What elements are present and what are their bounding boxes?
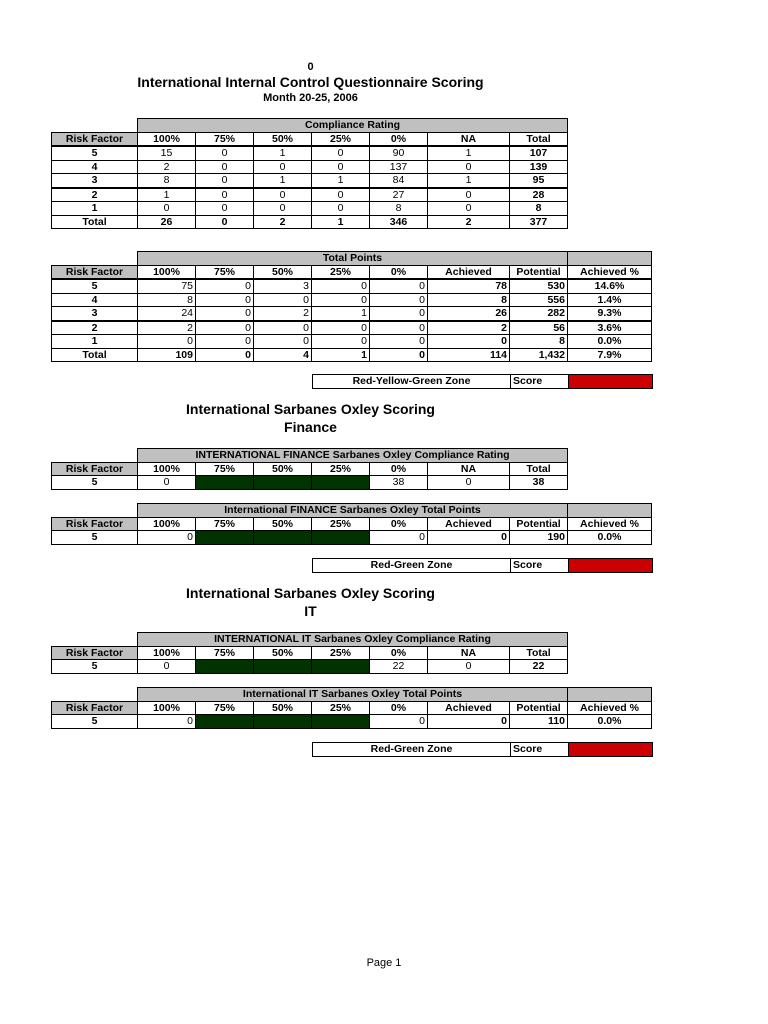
compliance-group-header: Compliance Rating [138, 119, 568, 133]
table-cell: 0 [370, 321, 428, 335]
points-group-header: Total Points [138, 252, 568, 266]
column-header: 75% [196, 517, 254, 531]
column-header: 100% [138, 462, 196, 476]
table-row [52, 321, 652, 335]
table-cell: 0 [196, 279, 254, 293]
top-value: 0 [307, 61, 314, 73]
table-cell: 0 [196, 215, 254, 229]
shaded-cell: 0 [196, 476, 254, 490]
potential-cell: 530 [510, 279, 568, 293]
table-cell: 2 [254, 307, 312, 321]
table-cell: 8 [138, 174, 196, 188]
table-row [52, 188, 568, 202]
table-cell: 1 [312, 215, 370, 229]
table-cell: 0 [138, 660, 196, 674]
table-cell: 0 [254, 160, 312, 174]
table-cell: 8 [138, 293, 196, 307]
score-value: 0.0% [569, 559, 653, 573]
achieved-cell: 8 [428, 293, 510, 307]
table-cell: 0 [196, 160, 254, 174]
table-cell: 0 [138, 202, 196, 216]
sox-it-title: International Sarbanes Oxley Scoring [186, 585, 435, 601]
sox-finance-title: International Sarbanes Oxley Scoring [186, 401, 435, 417]
column-header: Potential [510, 517, 568, 531]
header-filler [568, 504, 652, 518]
achieved-cell: 2 [428, 321, 510, 335]
it-rating-header: INTERNATIONAL IT Sarbanes Oxley Compliance Rating [138, 633, 568, 647]
table-cell: 0 [370, 348, 428, 362]
risk-factor-cell: Total [52, 348, 138, 362]
it-zone-score-row [312, 742, 653, 757]
risk-factor-cell: 5 [52, 531, 138, 545]
finance-rating-header: INTERNATIONAL FINANCE Sarbanes Oxley Compliance Rating [138, 449, 568, 463]
table-cell: 4 [254, 348, 312, 362]
risk-factor-cell: 2 [52, 188, 138, 202]
column-header: 25% [312, 132, 370, 146]
table-cell: 0 [370, 307, 428, 321]
table-cell: 0 [370, 293, 428, 307]
column-header: 50% [254, 646, 312, 660]
table-cell: 346 [370, 215, 428, 229]
column-header: Achieved % [568, 517, 652, 531]
column-header: 100% [138, 701, 196, 715]
column-header: 75% [196, 265, 254, 279]
shaded-cell [312, 715, 370, 729]
table-cell: 0 [428, 660, 510, 674]
risk-factor-cell: 4 [52, 160, 138, 174]
table-cell: 0 [312, 160, 370, 174]
achieved-cell: 114 [428, 348, 510, 362]
column-header: NA [428, 646, 510, 660]
score-label: Score [511, 559, 569, 573]
table-cell: 0 [312, 146, 370, 160]
table-cell: 2 [138, 160, 196, 174]
table-row [52, 715, 652, 729]
table-cell: 0 [196, 335, 254, 349]
shaded-cell: 0 [312, 476, 370, 490]
achieved-percent-cell: 14.6% [568, 279, 652, 293]
table-cell: 1 [254, 146, 312, 160]
row-total-cell: 95 [510, 174, 568, 188]
column-header: 100% [138, 646, 196, 660]
table-cell: 1 [312, 307, 370, 321]
table-cell: 0 [254, 293, 312, 307]
column-header: Potential [510, 265, 568, 279]
shaded-cell: 0 [312, 531, 370, 545]
table-cell: 75 [138, 279, 196, 293]
table-cell: 0 [428, 160, 510, 174]
zone-label: Red-Green Zone [313, 743, 511, 757]
row-total-cell: 107 [510, 146, 568, 160]
table-cell: 2 [254, 215, 312, 229]
risk-factor-cell: 5 [52, 146, 138, 160]
table-row [52, 279, 652, 293]
column-header: NA [428, 462, 510, 476]
row-total-cell: 22 [510, 660, 568, 674]
row-total-cell: 38 [510, 476, 568, 490]
column-header: Achieved % [568, 265, 652, 279]
page-title: International Internal Control Questionnaire Scoring [137, 74, 484, 90]
risk-factor-cell: 1 [52, 335, 138, 349]
score-value: 7.9% [569, 375, 653, 389]
table-cell: 27 [370, 188, 428, 202]
table-cell: 22 [370, 660, 428, 674]
shaded-cell: 0 [196, 531, 254, 545]
column-header: 25% [312, 701, 370, 715]
column-header: 0% [370, 265, 428, 279]
column-header: Achieved [428, 265, 510, 279]
column-header: Risk Factor [52, 132, 138, 146]
it-rating-table [51, 632, 568, 674]
column-header: 0% [370, 132, 428, 146]
total-points-table [51, 251, 652, 362]
table-cell: 0 [428, 202, 510, 216]
achieved-percent-cell: 0.0% [568, 335, 652, 349]
table-cell: 15 [138, 146, 196, 160]
table-cell: 0 [428, 188, 510, 202]
table-cell: 0 [196, 307, 254, 321]
zone-score-row [312, 374, 653, 389]
table-cell: 1 [312, 348, 370, 362]
compliance-rating-table [51, 118, 568, 229]
risk-factor-cell: 5 [52, 660, 138, 674]
table-total-row [52, 215, 568, 229]
table-cell: 0 [370, 715, 428, 729]
table-cell: 24 [138, 307, 196, 321]
shaded-cell [312, 660, 370, 674]
column-header: 50% [254, 265, 312, 279]
table-cell: 0 [196, 174, 254, 188]
column-header: Risk Factor [52, 701, 138, 715]
finance-zone-score-row [312, 558, 653, 573]
table-cell: 1 [428, 146, 510, 160]
potential-cell: 8 [510, 335, 568, 349]
table-cell: 0 [196, 348, 254, 362]
table-row [52, 335, 652, 349]
table-cell: 0 [312, 335, 370, 349]
column-header: Risk Factor [52, 265, 138, 279]
table-cell: 0 [370, 279, 428, 293]
shaded-cell: 0 [254, 531, 312, 545]
table-cell: 0 [312, 188, 370, 202]
table-cell: 3 [254, 279, 312, 293]
table-cell: 0 [138, 335, 196, 349]
table-cell: 0 [138, 476, 196, 490]
column-header: 25% [312, 517, 370, 531]
table-row [52, 476, 568, 490]
table-cell: 0 [196, 321, 254, 335]
row-total-cell: 8 [510, 202, 568, 216]
potential-cell: 556 [510, 293, 568, 307]
table-row [52, 160, 568, 174]
sox-it-subtitle: IT [304, 603, 317, 619]
column-header: 50% [254, 701, 312, 715]
column-header: Risk Factor [52, 462, 138, 476]
header-filler [568, 252, 652, 266]
column-header: Achieved [428, 517, 510, 531]
achieved-percent-cell: 0.0% [568, 531, 652, 545]
table-cell: 109 [138, 348, 196, 362]
table-cell: 84 [370, 174, 428, 188]
column-header: Potential [510, 701, 568, 715]
score-label: Score [511, 743, 569, 757]
table-cell: 0 [196, 293, 254, 307]
column-header: Risk Factor [52, 646, 138, 660]
table-cell: 0 [370, 335, 428, 349]
column-header: 25% [312, 462, 370, 476]
table-cell: 2 [138, 321, 196, 335]
potential-cell: 1,432 [510, 348, 568, 362]
risk-factor-cell: 1 [52, 202, 138, 216]
page-number: Page 1 [366, 957, 402, 969]
table-cell: 0 [196, 146, 254, 160]
table-cell: 0 [254, 321, 312, 335]
column-header: Total [510, 646, 568, 660]
table-row [52, 531, 652, 545]
achieved-cell: 0 [428, 715, 510, 729]
score-value: 0.0% [569, 743, 653, 757]
column-header: 100% [138, 517, 196, 531]
column-header: 0% [370, 646, 428, 660]
column-header: 100% [138, 132, 196, 146]
potential-cell: 110 [510, 715, 568, 729]
it-points-header: International IT Sarbanes Oxley Total Points [138, 688, 568, 702]
risk-factor-cell: 5 [52, 715, 138, 729]
row-total-cell: 28 [510, 188, 568, 202]
column-header: 25% [312, 646, 370, 660]
column-header: 0% [370, 517, 428, 531]
shaded-cell [254, 660, 312, 674]
table-cell: 0 [370, 531, 428, 545]
page-subtitle: Month 20-25, 2006 [263, 92, 358, 104]
achieved-cell: 78 [428, 279, 510, 293]
column-header: 0% [370, 701, 428, 715]
table-cell: 0 [138, 715, 196, 729]
table-row [52, 146, 568, 160]
risk-factor-cell: 5 [52, 279, 138, 293]
achieved-percent-cell: 3.6% [568, 321, 652, 335]
shaded-cell [196, 715, 254, 729]
table-cell: 0 [254, 202, 312, 216]
column-header: 75% [196, 462, 254, 476]
table-cell: 0 [312, 279, 370, 293]
column-header: 25% [312, 265, 370, 279]
column-header: 75% [196, 132, 254, 146]
risk-factor-cell: 2 [52, 321, 138, 335]
row-total-cell: 139 [510, 160, 568, 174]
sox-finance-subtitle: Finance [284, 419, 337, 435]
header-filler [568, 688, 652, 702]
risk-factor-cell: 5 [52, 476, 138, 490]
table-cell: 1 [254, 174, 312, 188]
table-cell: 0 [428, 476, 510, 490]
shaded-cell [196, 660, 254, 674]
row-total-cell: 377 [510, 215, 568, 229]
table-row [52, 293, 652, 307]
column-header: Achieved [428, 701, 510, 715]
shaded-cell: 0 [254, 476, 312, 490]
table-cell: 0 [196, 188, 254, 202]
achieved-cell: 0 [428, 531, 510, 545]
table-cell: 1 [428, 174, 510, 188]
achieved-percent-cell: 9.3% [568, 307, 652, 321]
table-cell: 0 [254, 188, 312, 202]
table-cell: 0 [312, 321, 370, 335]
risk-factor-cell: 4 [52, 293, 138, 307]
column-header: 75% [196, 646, 254, 660]
it-points-table [51, 687, 652, 729]
table-row [52, 202, 568, 216]
potential-cell: 190 [510, 531, 568, 545]
table-row [52, 174, 568, 188]
table-cell: 0 [312, 293, 370, 307]
table-cell: 0 [312, 202, 370, 216]
finance-points-header: International FINANCE Sarbanes Oxley Total Points [138, 504, 568, 518]
shaded-cell [254, 715, 312, 729]
column-header: Risk Factor [52, 517, 138, 531]
column-header: NA [428, 132, 510, 146]
potential-cell: 56 [510, 321, 568, 335]
achieved-percent-cell: 7.9% [568, 348, 652, 362]
table-row [52, 660, 568, 674]
finance-points-table [51, 503, 652, 545]
achieved-cell: 0 [428, 335, 510, 349]
column-header: 50% [254, 517, 312, 531]
risk-factor-cell: 3 [52, 174, 138, 188]
risk-factor-cell: Total [52, 215, 138, 229]
table-cell: 26 [138, 215, 196, 229]
column-header: Total [510, 132, 568, 146]
table-cell: 1 [138, 188, 196, 202]
table-cell: 137 [370, 160, 428, 174]
risk-factor-cell: 3 [52, 307, 138, 321]
achieved-cell: 26 [428, 307, 510, 321]
table-cell: 0 [138, 531, 196, 545]
column-header: 75% [196, 701, 254, 715]
column-header: Achieved % [568, 701, 652, 715]
zone-label: Red-Green Zone [313, 559, 511, 573]
achieved-percent-cell: 0.0% [568, 715, 652, 729]
table-cell: 38 [370, 476, 428, 490]
zone-label: Red-Yellow-Green Zone [313, 375, 511, 389]
table-total-row [52, 348, 652, 362]
column-header: Total [510, 462, 568, 476]
column-header: 0% [370, 462, 428, 476]
table-cell: 0 [196, 202, 254, 216]
table-cell: 2 [428, 215, 510, 229]
table-cell: 1 [312, 174, 370, 188]
table-cell: 8 [370, 202, 428, 216]
column-header: 50% [254, 462, 312, 476]
table-cell: 90 [370, 146, 428, 160]
potential-cell: 282 [510, 307, 568, 321]
table-cell: 0 [254, 335, 312, 349]
column-header: 100% [138, 265, 196, 279]
table-row [52, 307, 652, 321]
finance-rating-table [51, 448, 568, 490]
score-label: Score [511, 375, 569, 389]
achieved-percent-cell: 1.4% [568, 293, 652, 307]
column-header: 50% [254, 132, 312, 146]
